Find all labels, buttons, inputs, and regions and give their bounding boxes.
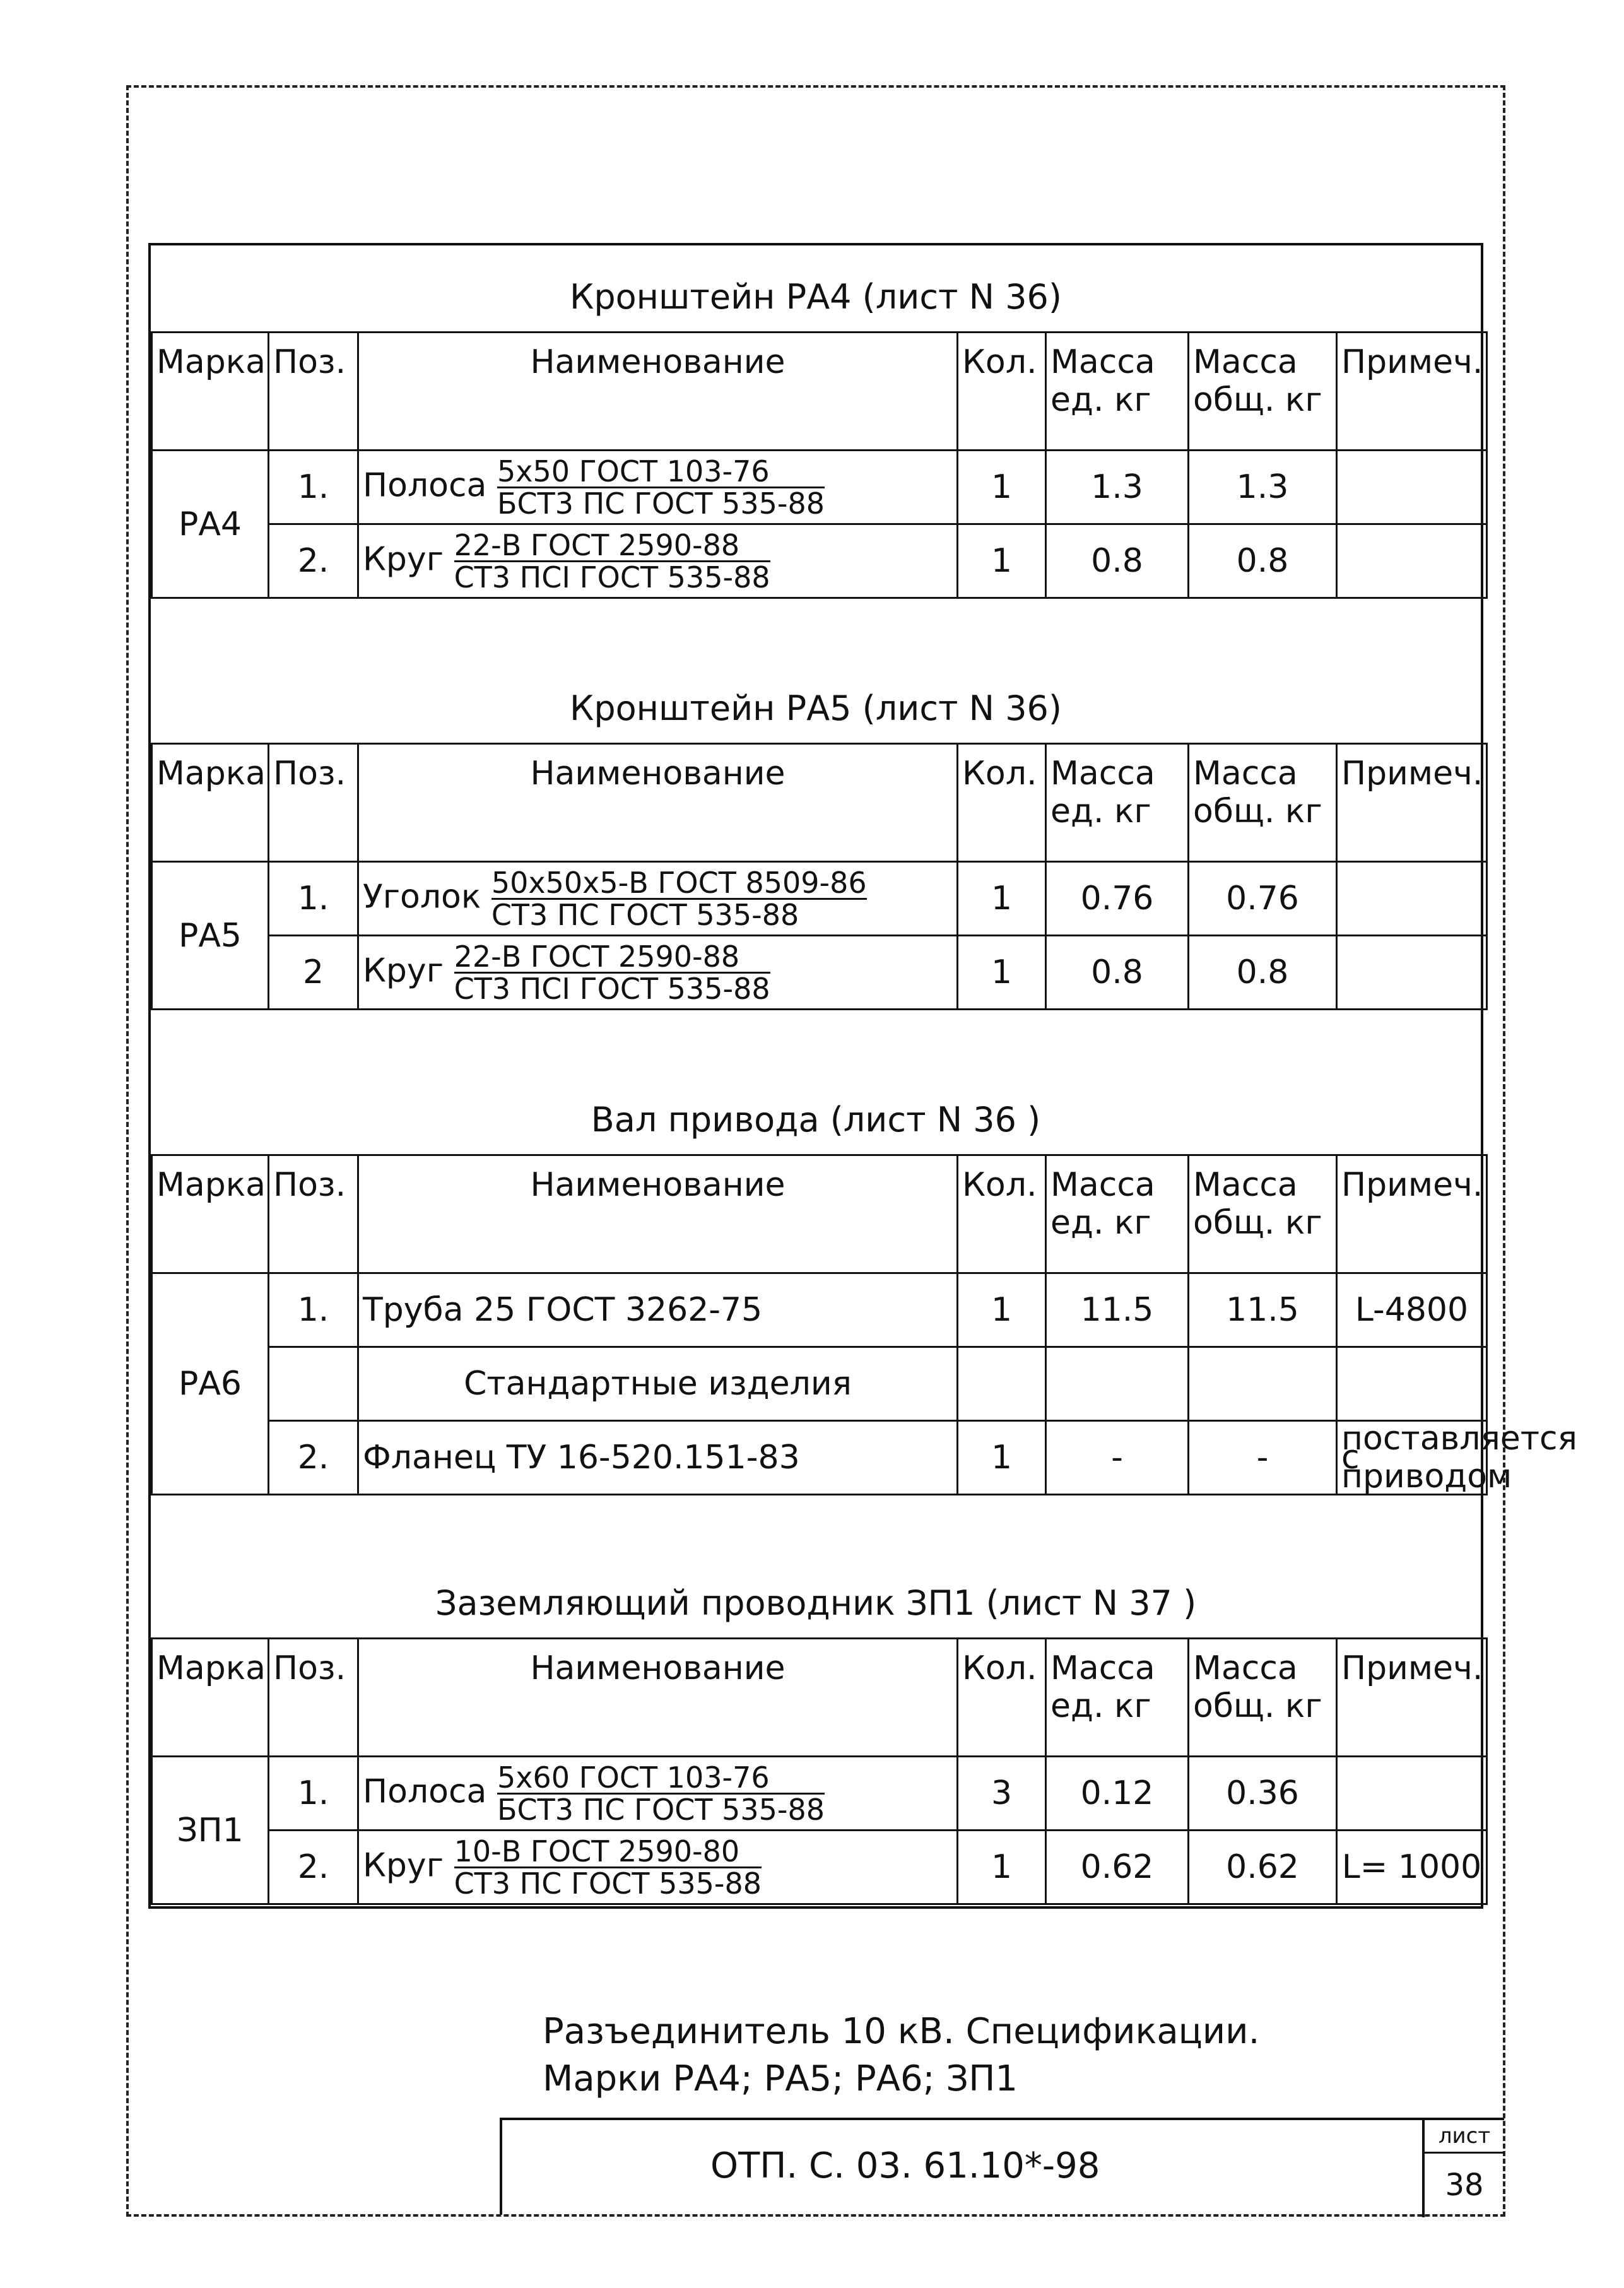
section-title: Заземляющий проводник ЗП1 (лист N 37 )	[435, 1583, 1197, 1623]
mass-total-cell: 0.76	[1189, 862, 1337, 936]
header-name: Наименование	[358, 1639, 958, 1757]
header-marka: Марка	[152, 1155, 269, 1273]
mass-total-cell: 0.8	[1189, 524, 1337, 598]
sheet-number-box	[1422, 2120, 1504, 2217]
name-prefix: Круг	[363, 540, 444, 578]
note-cell: L= 1000	[1337, 1831, 1487, 1904]
document-caption-line1: Разъединитель 10 кВ. Спецификации.	[543, 2011, 1260, 2052]
name-prefix: Круг	[363, 1846, 444, 1884]
name-prefix: Полоса	[363, 466, 487, 504]
header-poz: Поз.	[269, 744, 358, 862]
spec-table	[151, 743, 1488, 1010]
kol-cell: 1	[958, 862, 1046, 936]
table-header-row	[152, 333, 1487, 451]
header-kol: Кол.	[958, 1639, 1046, 1757]
mass-unit-cell: 0.8	[1046, 524, 1189, 598]
header-kol: Кол.	[958, 744, 1046, 862]
mass-total-cell: 0.8	[1189, 936, 1337, 1010]
grade-fraction	[454, 941, 770, 1004]
header-marka: Марка	[152, 744, 269, 862]
poz-cell: 2	[269, 936, 358, 1010]
grade-fraction	[497, 1762, 825, 1825]
table-row	[152, 1273, 1487, 1347]
header-note: Примеч.	[1337, 333, 1487, 451]
section-title: Вал привода (лист N 36 )	[591, 1100, 1041, 1140]
header-name: Наименование	[358, 333, 958, 451]
header-mass-unit: Масса ед. кг	[1046, 333, 1189, 451]
kol-cell: 1	[958, 1273, 1046, 1347]
header-name: Наименование	[358, 744, 958, 862]
name-cell	[358, 1757, 958, 1831]
name-cell	[358, 936, 958, 1010]
kol-cell	[958, 1347, 1046, 1421]
name-cell	[358, 451, 958, 524]
spec-table	[151, 1637, 1488, 1905]
mass-total-cell: 11.5	[1189, 1273, 1337, 1347]
poz-cell: 2.	[269, 1421, 358, 1495]
table-header-row	[152, 1639, 1487, 1757]
table-row	[152, 862, 1487, 936]
note-cell	[1337, 524, 1487, 598]
poz-cell: 1.	[269, 862, 358, 936]
name-prefix: Полоса	[363, 1772, 487, 1810]
mass-unit-cell: 11.5	[1046, 1273, 1189, 1347]
header-note: Примеч.	[1337, 1639, 1487, 1757]
mass-total-cell: 1.3	[1189, 451, 1337, 524]
poz-cell: 2.	[269, 1831, 358, 1904]
kol-cell: 1	[958, 1831, 1046, 1904]
table-row	[152, 451, 1487, 524]
fraction-denominator: БСТ3 ПС ГОСТ 535-88	[497, 486, 825, 521]
grade-fraction	[454, 1836, 762, 1899]
marka-cell: ЗП1	[152, 1757, 269, 1904]
table-header-row	[152, 744, 1487, 862]
section-title: Кронштейн РА5 (лист N 36)	[570, 688, 1062, 728]
standard-items-heading: Стандартные изделия	[358, 1347, 958, 1421]
fraction-denominator: СТ3 ПС ГОСТ 535-88	[491, 897, 799, 932]
kol-cell: 1	[958, 451, 1046, 524]
mass-unit-cell: 0.12	[1046, 1757, 1189, 1831]
poz-cell	[269, 1347, 358, 1421]
table-header-row	[152, 1155, 1487, 1273]
mass-total-cell: 0.36	[1189, 1757, 1337, 1831]
document-caption-line2: Марки РА4; РА5; РА6; ЗП1	[543, 2058, 1018, 2099]
header-poz: Поз.	[269, 1639, 358, 1757]
fraction-numerator: 5х60 ГОСТ 103-76	[497, 1762, 825, 1795]
grade-fraction	[454, 530, 770, 593]
table-row	[152, 1757, 1487, 1831]
fraction-numerator: 5х50 ГОСТ 103-76	[497, 456, 825, 488]
fraction-denominator: СТ3 ПСI ГОСТ 535-88	[454, 560, 770, 594]
table-row	[152, 1347, 1487, 1421]
note-cell	[1337, 1347, 1487, 1421]
name-prefix: Круг	[363, 952, 444, 989]
note-cell	[1337, 862, 1487, 936]
section-title: Кронштейн РА4 (лист N 36)	[570, 277, 1062, 317]
header-note: Примеч.	[1337, 1155, 1487, 1273]
mass-unit-cell: 0.62	[1046, 1831, 1189, 1904]
note-cell: поставляется с приводом	[1337, 1421, 1487, 1495]
note-cell	[1337, 936, 1487, 1010]
kol-cell: 3	[958, 1757, 1046, 1831]
name-cell	[358, 862, 958, 936]
fraction-numerator: 22-В ГОСТ 2590-88	[454, 941, 770, 974]
fraction-denominator: БСТ3 ПС ГОСТ 535-88	[497, 1792, 825, 1827]
kol-cell: 1	[958, 524, 1046, 598]
header-kol: Кол.	[958, 1155, 1046, 1273]
mass-total-cell	[1189, 1347, 1337, 1421]
grade-fraction	[491, 865, 867, 932]
kol-cell: 1	[958, 1421, 1046, 1495]
poz-cell: 1.	[269, 1757, 358, 1831]
header-mass-unit: Масса ед. кг	[1046, 1155, 1189, 1273]
header-mass-total: Масса общ. кг	[1189, 1639, 1337, 1757]
header-mass-unit: Масса ед. кг	[1046, 1639, 1189, 1757]
spec-table	[151, 331, 1488, 599]
marka-cell: РА4	[152, 451, 269, 598]
header-kol: Кол.	[958, 333, 1046, 451]
header-mass-total: Масса общ. кг	[1189, 1155, 1337, 1273]
header-poz: Поз.	[269, 1155, 358, 1273]
kol-cell: 1	[958, 936, 1046, 1010]
header-marka: Марка	[152, 1639, 269, 1757]
poz-cell: 1.	[269, 451, 358, 524]
note-cell	[1337, 1757, 1487, 1831]
table-row	[152, 1421, 1487, 1495]
name-cell	[358, 1831, 958, 1904]
name-cell: Труба 25 ГОСТ 3262-75	[358, 1273, 958, 1347]
document-code: ОТП. С. 03. 61.10*-98	[710, 2145, 1100, 2186]
fraction-numerator: 50х50х5-В ГОСТ 8509-86	[491, 865, 867, 900]
table-row	[152, 524, 1487, 598]
header-poz: Поз.	[269, 333, 358, 451]
marka-cell: РА6	[152, 1273, 269, 1495]
header-name: Наименование	[358, 1155, 958, 1273]
mass-unit-cell	[1046, 1347, 1189, 1421]
header-mass-total: Масса общ. кг	[1189, 744, 1337, 862]
fraction-denominator: СТ3 ПСI ГОСТ 535-88	[454, 971, 770, 1006]
note-cell: L-4800	[1337, 1273, 1487, 1347]
fraction-numerator: 22-В ГОСТ 2590-88	[454, 530, 770, 562]
name-cell: Фланец ТУ 16-520.151-83	[358, 1421, 958, 1495]
mass-unit-cell: 1.3	[1046, 451, 1189, 524]
grade-fraction	[497, 456, 825, 519]
header-note: Примеч.	[1337, 744, 1487, 862]
mass-unit-cell: 0.76	[1046, 862, 1189, 936]
fraction-denominator: СТ3 ПС ГОСТ 535-88	[454, 1866, 762, 1901]
header-mass-total: Масса общ. кг	[1189, 333, 1337, 451]
mass-unit-cell: -	[1046, 1421, 1189, 1495]
mass-unit-cell: 0.8	[1046, 936, 1189, 1010]
name-cell	[358, 524, 958, 598]
poz-cell: 1.	[269, 1273, 358, 1347]
name-prefix: Уголок	[363, 878, 481, 916]
marka-cell: РА5	[152, 862, 269, 1010]
title-block	[500, 2118, 1504, 2215]
table-row	[152, 1831, 1487, 1904]
header-marka: Марка	[152, 333, 269, 451]
specification-sheet	[148, 243, 1577, 1909]
fraction-numerator: 10-В ГОСТ 2590-80	[454, 1836, 762, 1868]
sheet-label: лист	[1425, 2120, 1504, 2154]
table-row	[152, 936, 1487, 1010]
mass-total-cell: 0.62	[1189, 1831, 1337, 1904]
spec-table	[151, 1154, 1577, 1495]
note-cell	[1337, 451, 1487, 524]
sheet-number: 38	[1445, 2167, 1484, 2203]
mass-total-cell: -	[1189, 1421, 1337, 1495]
poz-cell: 2.	[269, 524, 358, 598]
header-mass-unit: Масса ед. кг	[1046, 744, 1189, 862]
